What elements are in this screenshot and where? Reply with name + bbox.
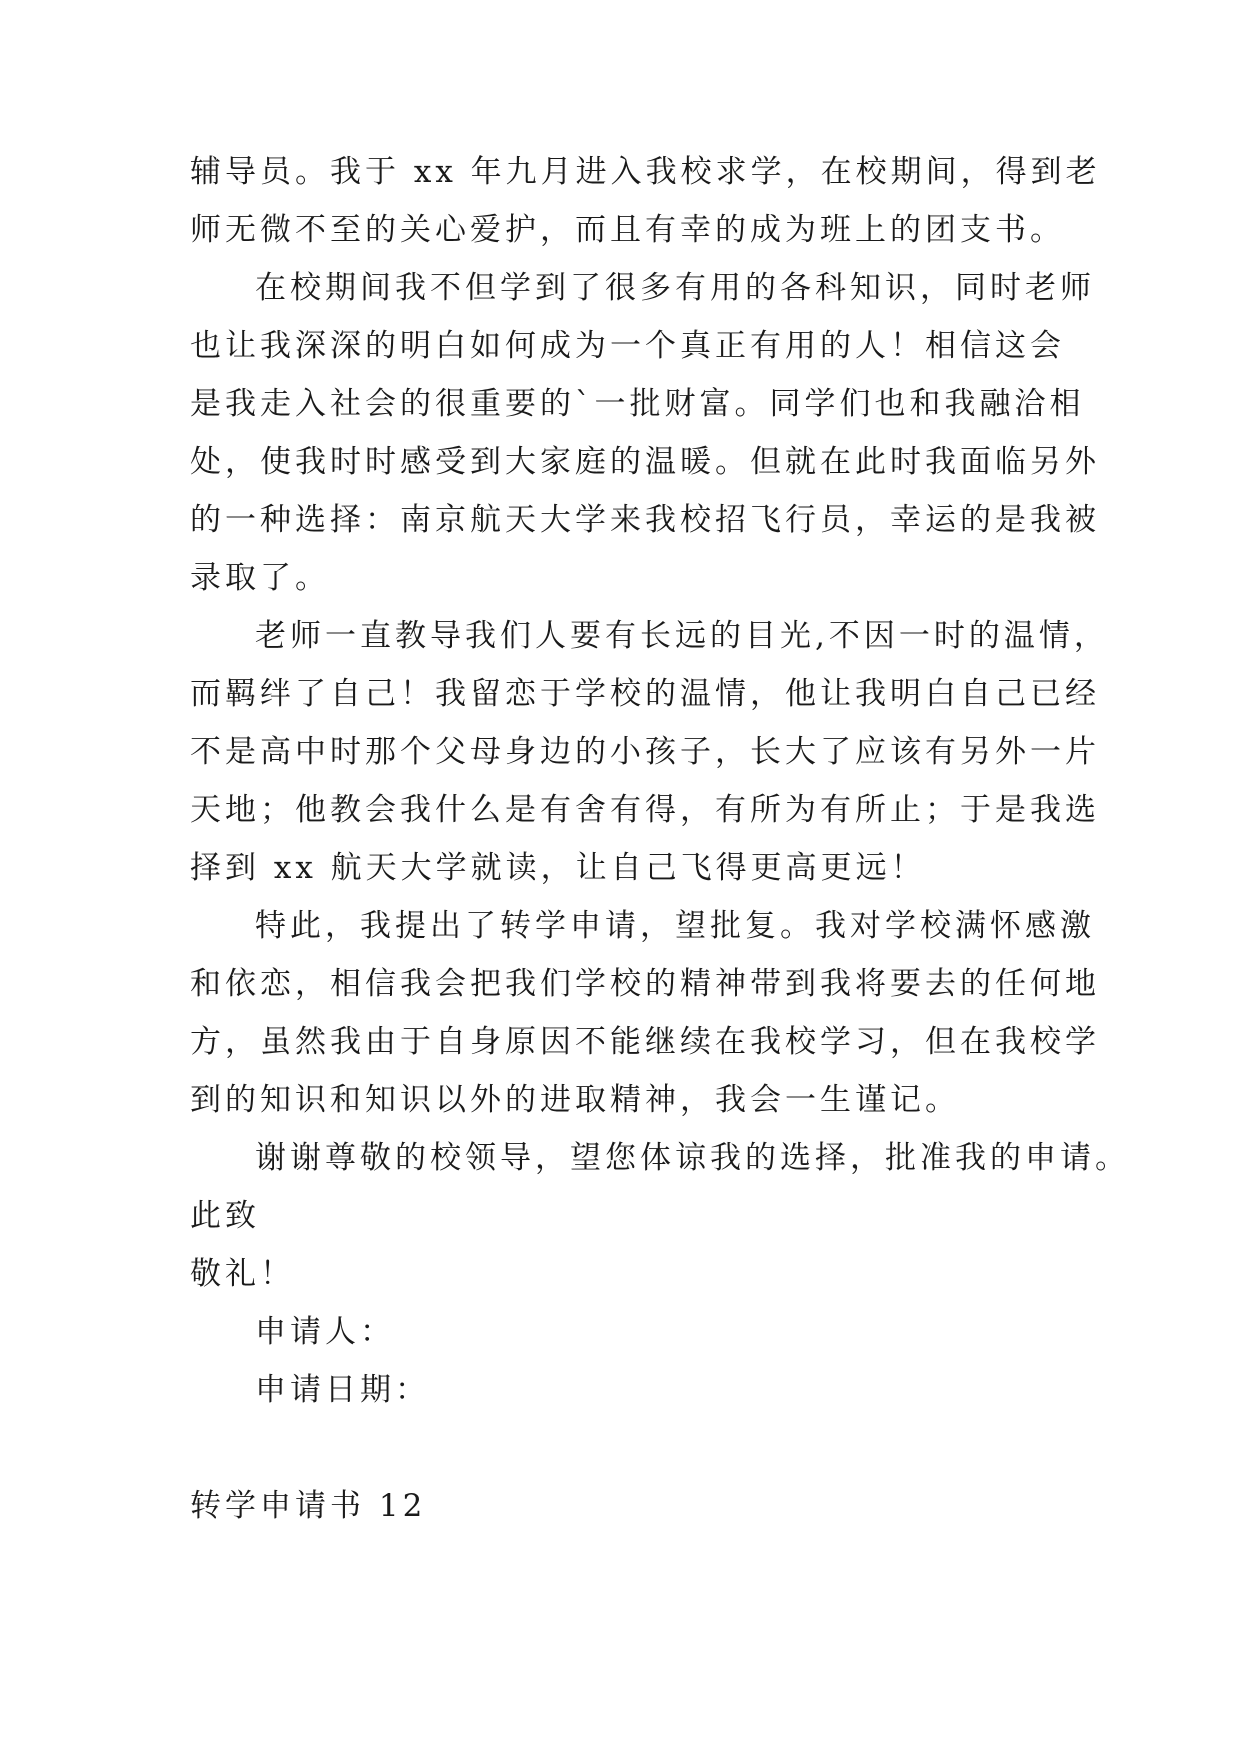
paragraph-line: 师无微不至的关心爱护，而且有幸的成为班上的团支书。: [190, 212, 1065, 248]
paragraph-line: 和依恋，相信我会把我们学校的精神带到我将要去的任何地: [190, 966, 1100, 1002]
paragraph-line: 也让我深深的明白如何成为一个真正有用的人！相信这会: [190, 328, 1065, 364]
applicant-label: 申请人：: [255, 1314, 395, 1350]
paragraph-line: 录取了。: [190, 560, 330, 596]
paragraph-line: 辅导员。我于 xx 年九月进入我校求学，在校期间，得到老: [190, 154, 1101, 190]
salutation-line: 此致: [190, 1198, 260, 1234]
date-label: 申请日期：: [255, 1372, 430, 1408]
paragraph-line: 方，虽然我由于自身原因不能继续在我校学习，但在我校学: [190, 1024, 1100, 1060]
paragraph-line: 是我走入社会的很重要的`一批财富。同学们也和我融洽相: [190, 386, 1085, 422]
paragraph-line: 天地；他教会我什么是有舍有得，有所为有所止；于是我选: [190, 792, 1100, 828]
paragraph-line: 老师一直教导我们人要有长远的目光,不因一时的温情，: [255, 618, 1109, 654]
paragraph-line: 特此，我提出了转学申请，望批复。我对学校满怀感激: [255, 908, 1095, 944]
section-heading: 转学申请书 12: [190, 1488, 427, 1524]
paragraph-line: 处，使我时时感受到大家庭的温暖。但就在此时我面临另外: [190, 444, 1100, 480]
paragraph-line: 的一种选择：南京航天大学来我校招飞行员，幸运的是我被: [190, 502, 1100, 538]
paragraph-line: 而羁绊了自己！我留恋于学校的温情，他让我明白自己已经: [190, 676, 1100, 712]
paragraph-line: 择到 xx 航天大学就读，让自己飞得更高更远！: [190, 850, 926, 886]
paragraph-line: 到的知识和知识以外的进取精神，我会一生谨记。: [190, 1082, 960, 1118]
closing-line: 谢谢尊敬的校领导，望您体谅我的选择，批准我的申请。: [255, 1140, 1130, 1176]
paragraph-line: 不是高中时那个父母身边的小孩子，长大了应该有另外一片: [190, 734, 1100, 770]
paragraph-line: 在校期间我不但学到了很多有用的各科知识，同时老师: [255, 270, 1095, 306]
salutation-line: 敬礼！: [190, 1256, 295, 1292]
